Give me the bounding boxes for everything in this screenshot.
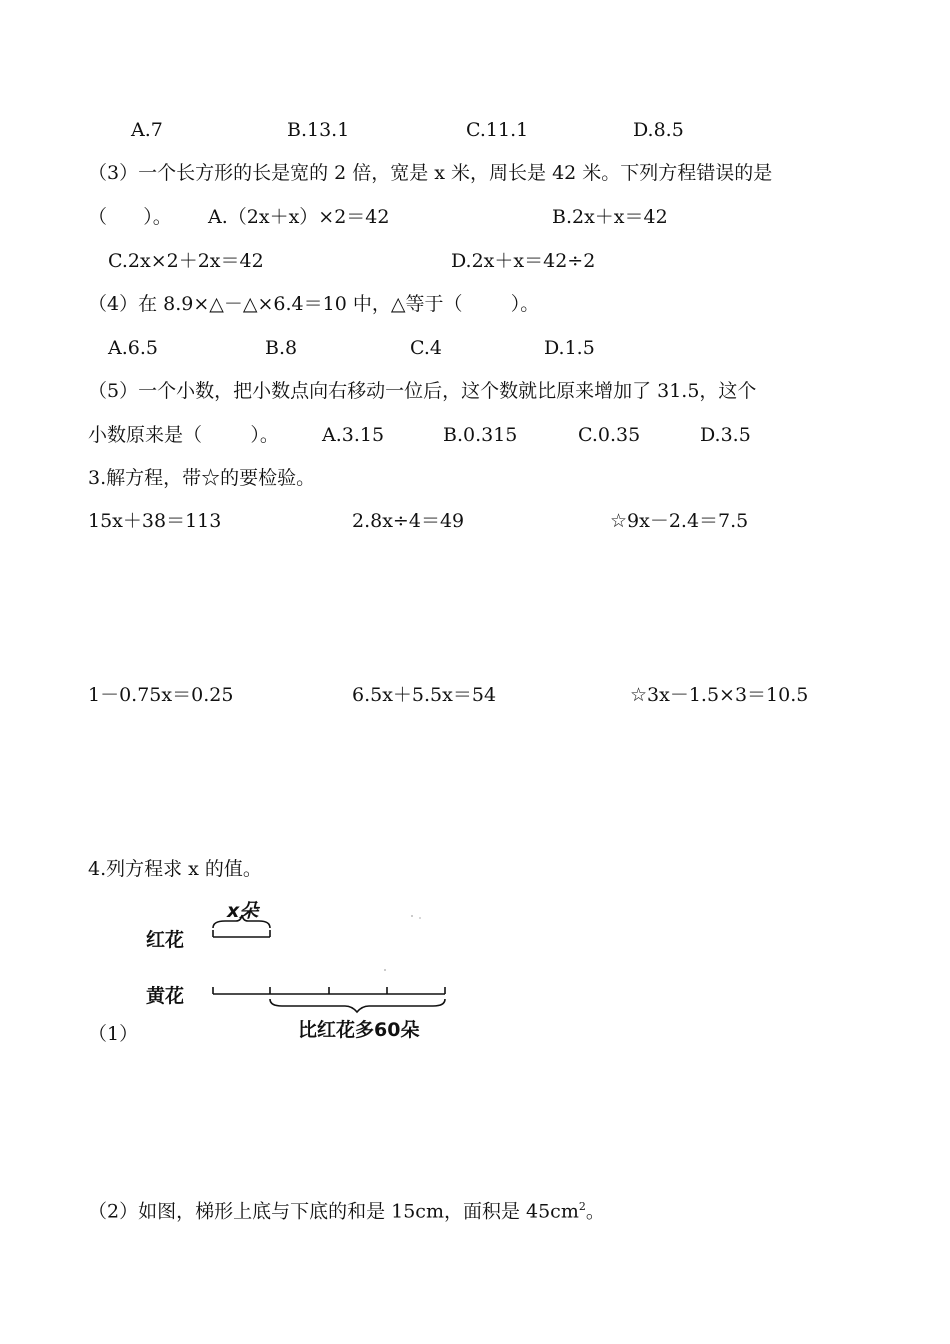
q3-option-c: C.2x×2＋2x＝42 (108, 250, 264, 272)
q4-option-a: A.6.5 (108, 337, 158, 359)
q3-blank: （ ）。 (88, 206, 172, 228)
part2-end: 。 (585, 1200, 605, 1223)
q2-option-b: B.13.1 (287, 119, 350, 141)
part2-label: （2）如图，梯形上底与下底的和是 15cm，面积是 45cm (88, 1200, 579, 1223)
bottom-brace (270, 999, 445, 1012)
q5-stem-line1: （5）一个小数，把小数点向右移动一位后，这个数就比原来增加了 31.5，这个 (88, 380, 757, 402)
q4-option-b: B.8 (265, 337, 298, 359)
red-flower-label: 红花 (146, 929, 185, 951)
q3-option-d: D.2x＋x＝42÷2 (451, 250, 596, 272)
section3-title: 3.解方程，带☆的要检验。 (88, 467, 316, 489)
q5-option-b: B.0.315 (443, 424, 518, 446)
q4-stem: （4）在 8.9×△－△×6.4＝10 中，△等于（ ）。 (88, 293, 540, 315)
equation-5: 6.5x＋5.5x＝54 (352, 684, 497, 706)
q5-stem-line2: 小数原来是（ ）。 (88, 424, 279, 446)
q3-option-b: B.2x＋x＝42 (552, 206, 668, 228)
bottom-brace-label: 比红花多60朵 (298, 1019, 420, 1041)
q4-option-c: C.4 (410, 337, 442, 359)
yellow-flower-label: 黄花 (146, 985, 185, 1007)
q2-option-c: C.11.1 (466, 119, 529, 141)
section4-title: 4.列方程求 x 的值。 (88, 858, 262, 880)
part1-label: （1） (88, 1023, 139, 1045)
q4-option-d: D.1.5 (544, 337, 595, 359)
part2-superscript: 2 (578, 1200, 586, 1213)
q2-option-d: D.8.5 (633, 119, 684, 141)
part2-text (88, 1195, 605, 1223)
q2-option-a: A.7 (131, 119, 163, 141)
equation-1: 15x＋38＝113 (88, 510, 222, 532)
q3-stem: （3）一个长方形的长是宽的 2 倍，宽是 x 米，周长是 42 米。下列方程错误的是 (88, 162, 773, 184)
equation-3: ☆9x－2.4＝7.5 (610, 510, 749, 532)
equation-4: 1－0.75x＝0.25 (88, 684, 234, 706)
top-brace-label: x朵 (227, 900, 259, 922)
q3-option-a: A.（2x＋x）×2＝42 (208, 206, 390, 228)
q5-option-a: A.3.15 (322, 424, 385, 446)
q5-option-d: D.3.5 (700, 424, 751, 446)
equation-2: 2.8x÷4＝49 (352, 510, 465, 532)
q5-option-c: C.0.35 (578, 424, 641, 446)
equation-6: ☆3x－1.5×3＝10.5 (630, 684, 809, 706)
